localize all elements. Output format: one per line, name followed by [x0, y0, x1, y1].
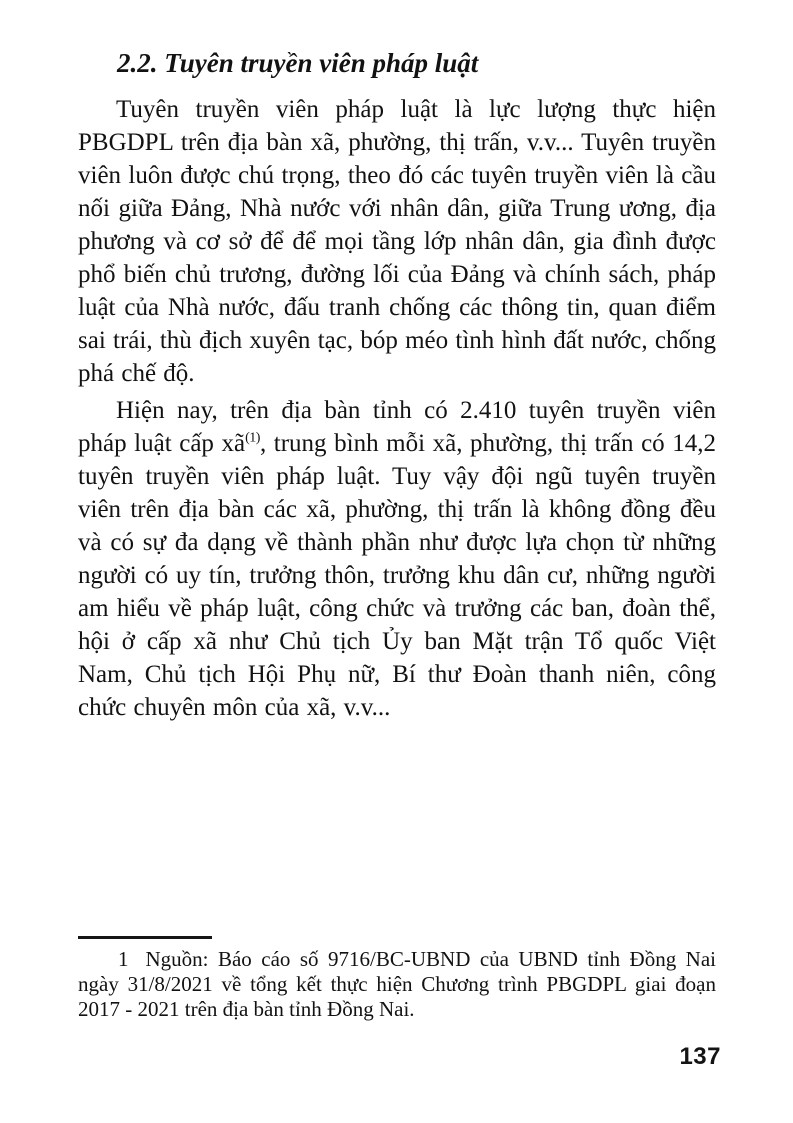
paragraph-1: Tuyên truyền viên pháp luật là lực lượng thực hiện PBGDPL trên địa bàn xã, phường, thị trấn, v.v... Tuyên truyền viên luôn được chú trọng, theo đó các tuyên truyền viên là cầu nối giữa Đảng, Nhà nước với nhân dân, giữa Trung ương, địa phương và cơ sở để để mọi tầng lớp nhân dân, gia đình được phổ biến chủ trương, đường lối của Đảng và chính sách, pháp luật của Nhà nước, đấu tranh chống các thông tin, quan điểm sai trái, thù địch xuyên tạc, bóp méo tình hình đất nước, chống phá chế độ. [78, 96, 716, 387]
footnote-reference-marker: (1) [245, 430, 260, 446]
footnote-separator-rule [78, 936, 212, 939]
footnote-number: 1 [118, 947, 129, 971]
footnote [78, 947, 716, 1022]
footnote-text: Nguồn: Báo cáo số 9716/BC-UBND của UBND tỉnh Đồng Nai ngày 31/8/2021 về tổng kết thực hiện Chương trình PBGDPL giai đoạn 2017 - 2021 trên địa bàn tỉnh Đồng Nai. [78, 947, 716, 1021]
paragraph-2 [78, 394, 716, 724]
paragraph-2-text-before: Hiện nay, trên địa bàn tỉnh có 2.410 tuyên truyền viên pháp luật cấp xã [78, 397, 716, 457]
paragraph-2-text-after: , trung bình mỗi xã, phường, thị trấn có 14,2 tuyên truyền viên pháp luật. Tuy vậy đội ngũ tuyên truyền viên trên địa bàn các xã, phường, thị trấn là không đồng đều và có sự đa dạng về thành phần như được lựa chọn từ những người có uy tín, trưởng thôn, trưởng khu dân cư, những người am hiểu về pháp luật, công chức và trưởng các ban, đoàn thể, hội ở cấp xã như Chủ tịch Ủy ban Mặt trận Tổ quốc Việt Nam, Chủ tịch Hội Phụ nữ, Bí thư Đoàn thanh niên, công chức chuyên môn của xã, v.v... [78, 430, 716, 721]
page-body [78, 46, 716, 724]
footnote-section [78, 936, 716, 1022]
section-heading: 2.2. Tuyên truyền viên pháp luật [117, 48, 479, 78]
page-number: 137 [679, 1043, 721, 1070]
